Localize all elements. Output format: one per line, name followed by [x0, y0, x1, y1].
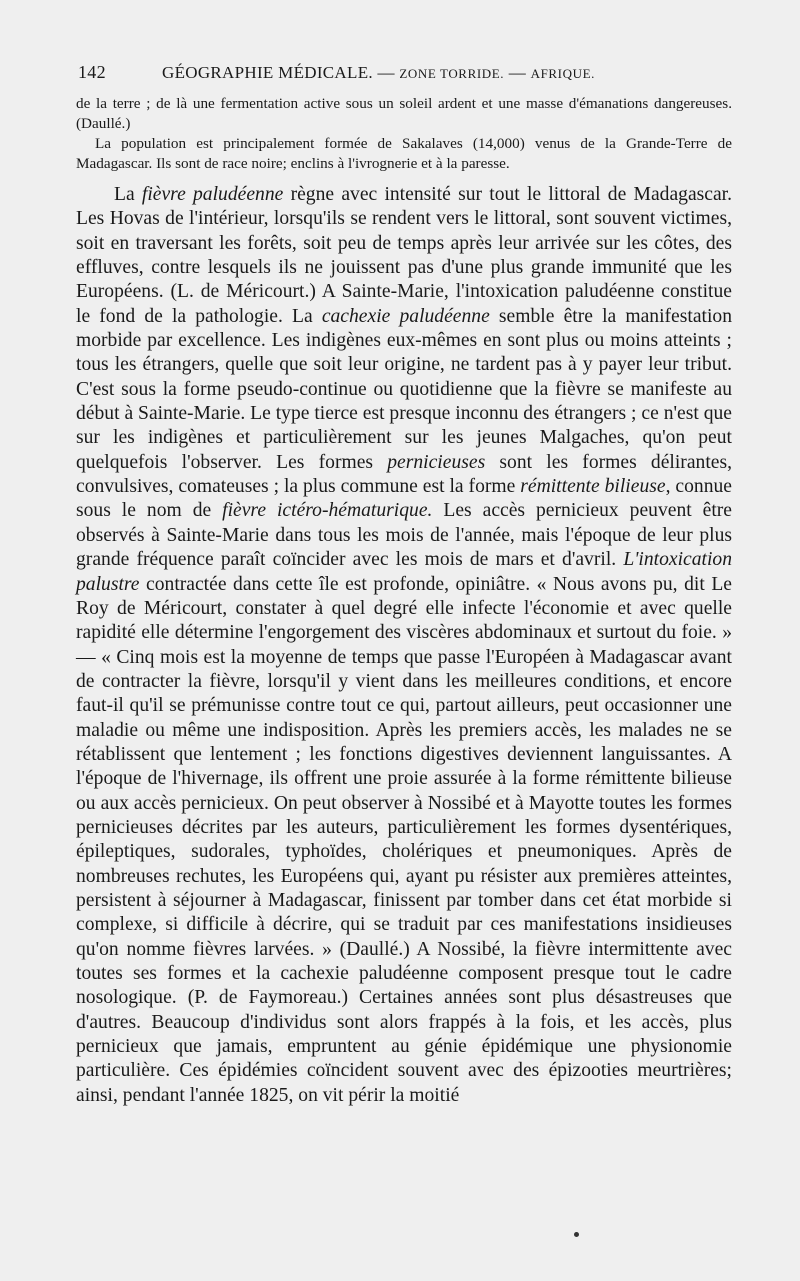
text-run: , connue sous le nom de	[76, 476, 732, 522]
page-mark	[574, 1232, 579, 1237]
header-zone: ZONE TORRIDE.	[399, 66, 505, 81]
running-header	[76, 62, 734, 88]
header-separator: —	[372, 63, 400, 82]
italic-term: pernicieuses	[387, 451, 486, 473]
page-number: 142	[78, 62, 106, 82]
italic-term: fièvre paludéenne	[141, 184, 284, 205]
small-paragraph-population: La population est principalement formée de Sakalaves (14,000) venus de la Grande-Terre de Madagascar. Ils sont de race noire; enclins à l'ivrognerie et à la paresse.	[76, 135, 732, 172]
text-run: La	[114, 184, 142, 205]
main-paragraph	[76, 183, 732, 1108]
text-run: Les accès pernicieux peuvent être observés à Sainte-Marie dans tous les mois de l'année, mais l'époque de leur plus grande fréquence paraît coïncider avec les mois de mars et d'avril.	[76, 500, 733, 571]
header-separator: —	[504, 63, 531, 82]
text-run: contractée dans cette île est profonde, opiniâtre. « Nous avons pu, dit Le Roy de Méricourt, constater à quel degré elle infecte l'économie et avec quelle rapidité elle détermine l'engorgement des viscères abdominaux et surtout du foie. » — « Cinq mois est la moyenne de temps que passe l'Européen à Madagascar avant de contracter la fièvre, lorsqu'il y vient dans les meilleures conditions, et encore faut-il qu'il se prémunisse contre tout ce qui, partout ailleurs, peut occasionner une maladie ou même une indisposition. Après les premiers accès, les malades ne se rétablissent que lentement ; les fonctions digestives deviennent languissantes. A l'époque de l'hivernage, ils offrent une proie assurée à la forme rémittente bilieuse ou aux accès pernicieux. On peut observer à Nossibé et à Mayotte toutes les formes pernicieuses décrites par les auteurs, particulièrement les formes dysentériques, épileptiques, sudorales, typhoïdes, cholériques et pneumoniques. Après de nombreuses rechutes, les Européens qui, ayant pu résister aux premières atteintes, persistent à séjourner à Madagascar, finissent par tomber dans cet état morbide si complexe, si difficile à décrire, qui se traduit par ces manifestations insidieuses qu'on nomme fièvres larvées. » (Daullé.) A Nossibé, la fièvre intermittente avec toutes ses formes et la cachexie paludéenne composent presque tout le cadre nosologique. (P. de Faymoreau.) Certaines années sont plus désastreuses que d'autres. Beaucoup d'individus sont alors frappés à la fois, et les accès, plus pernicieux que jamais, empruntent au génie épidémique une physionomie particulière. Ces épidémies coïncident souvent avec des épizooties meurtrières; ainsi, pendant l'année 1825, on vit périr la moitié	[76, 573, 732, 1106]
header-title: GÉOGRAPHIE MÉDICALE.	[162, 63, 373, 82]
italic-term: rémittente bilieuse	[520, 476, 666, 498]
italic-term: L'intoxication palustre	[76, 549, 732, 595]
running-title	[162, 63, 595, 83]
main-text	[76, 183, 732, 1108]
italic-term: cachexie paludéenne	[321, 305, 490, 327]
text-run: sont les formes délirantes, convulsives, comateuses ; la plus commune est la forme	[76, 451, 732, 498]
header-region: AFRIQUE.	[530, 66, 595, 81]
italic-term: fièvre ictéro-hématurique.	[222, 500, 433, 522]
small-print-block	[76, 94, 732, 174]
text-run: semble être la manifestation morbide par excellence. Les indigènes eux-mêmes en sont plus ou moins atteints ; tous les étrangers, quelle que soit leur origine, ne tardent pas à y payer leur tribut. C'est sous la forme pseudo-continue ou quotidienne que la fièvre se manifeste au début à Sainte-Marie. Le type tierce est presque inconnu des étrangers ; ce n'est que sur les indigènes et particulièrement sur les jeunes Malgaches, qu'on peut quelquefois l'observer. Les formes	[76, 305, 733, 473]
text-run: règne avec intensité sur tout le littoral de Madagascar. Les Hovas de l'intérieur, lorsqu'ils se rendent vers le littoral, sont souvent victimes, soit en traversant les forêts, soit peu de temps après leur arrivée sur les côtes, des effluves, contre lesquels ils ne jouissent pas d'une plus grande immunité que les Européens. (L. de Méricourt.) A Sainte-Marie, l'intoxication paludéenne constitue le fond de la pathologie. La	[76, 184, 732, 327]
small-paragraph-continuation: de la terre ; de là une fermentation active sous un soleil ardent et une masse d'émanations dangereuses. (Daullé.)	[76, 95, 732, 132]
